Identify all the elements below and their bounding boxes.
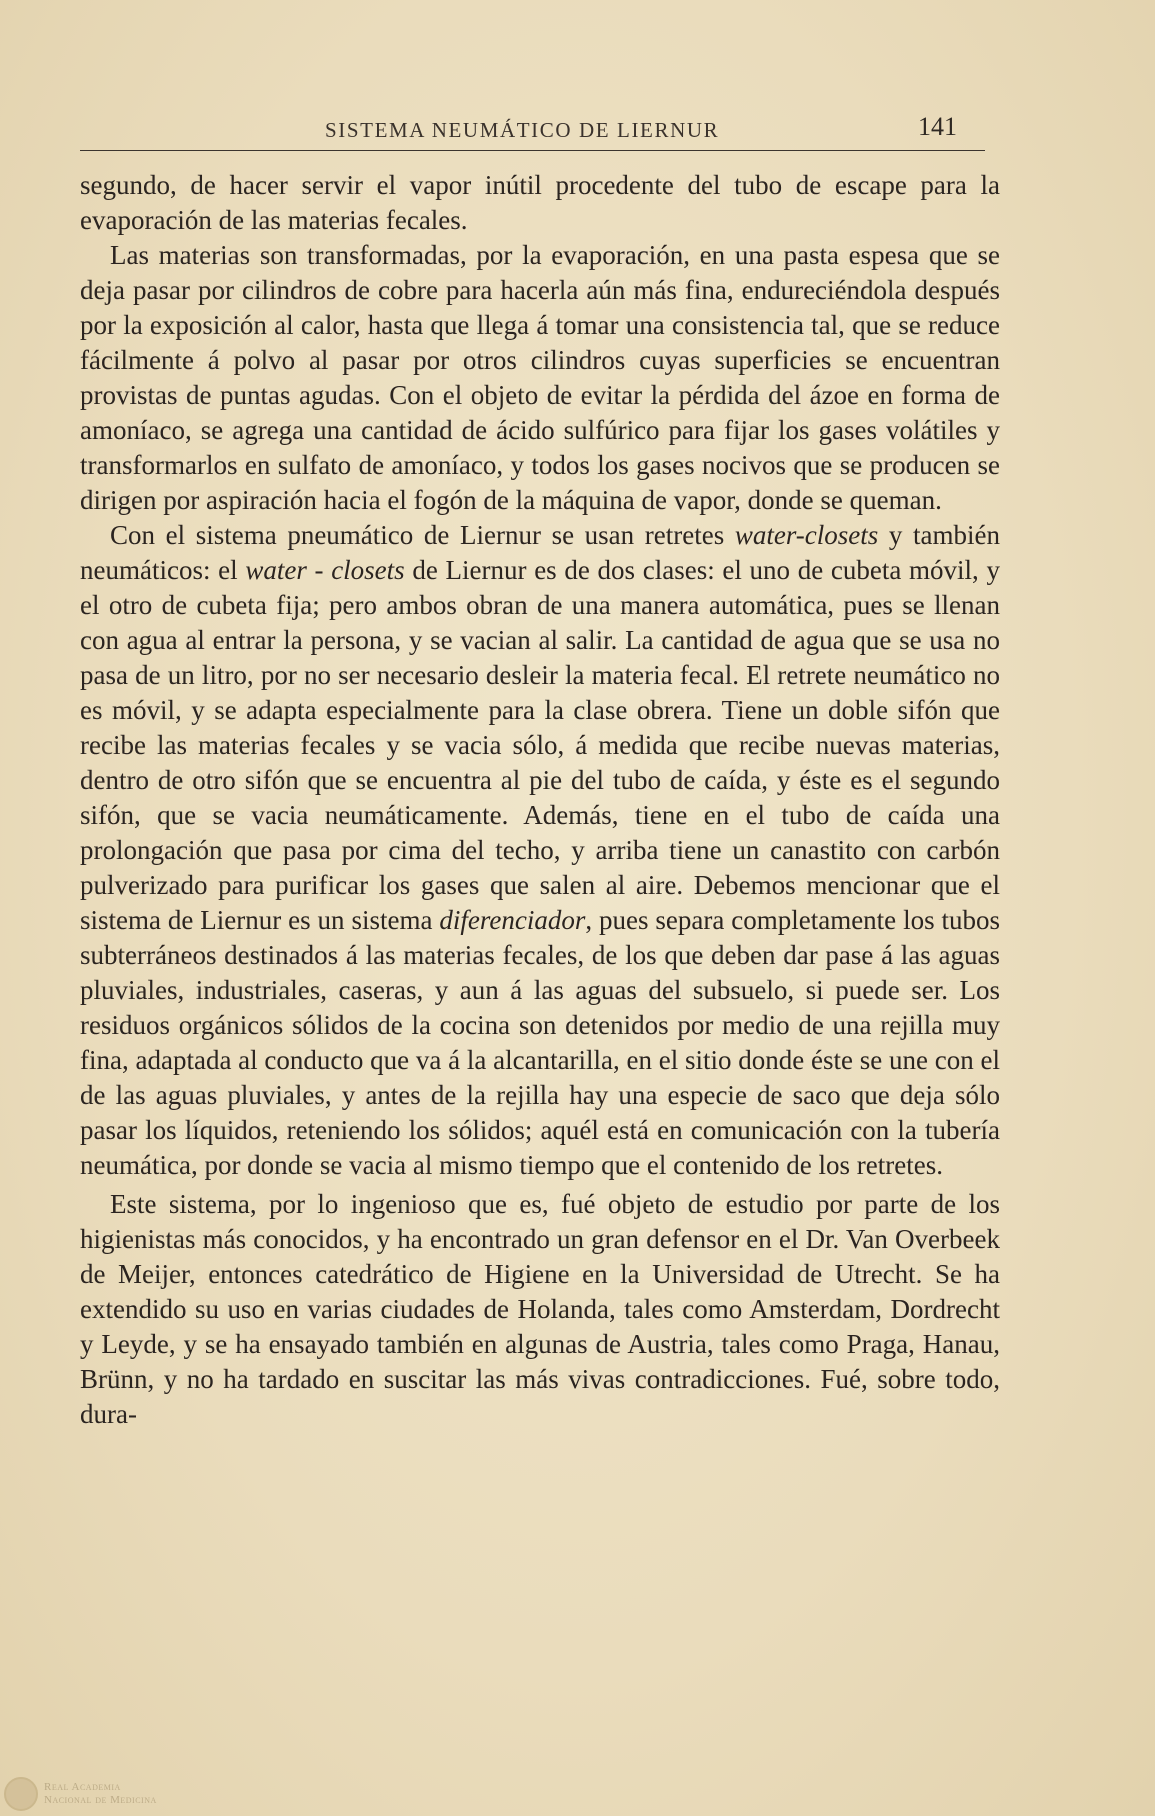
text-run: Este sistema, por lo ingenioso que es, fué objeto de estudio por parte de los higienistas más conocidos, y ha encontrado un gran defensor en el Dr. Van Overbeek de Meijer, entonces catedrático de Higiene en la Universidad de Utrecht. Se ha extendido su uso en varias ciudades de Holanda, tales como Amsterdam, Dordrecht y Leyde, y se ha ensayado también en algunas de Austria, tales como Praga, Hanau, Brünn, y no ha tardado en suscitar las más vivas contradicciones. Fué, sobre todo, dura- [80,1189,1000,1429]
page-number: 141 [918,112,957,141]
watermark-line: Real Academia [44,1781,121,1793]
watermark-line: Nacional de Medicina [44,1794,157,1806]
header-rule [80,150,985,151]
italic-term: water - closets [245,555,405,585]
seal-icon [4,1777,38,1811]
library-watermark [4,1774,157,1814]
body-text [80,168,1000,1432]
text-run: segundo, de hacer servir el vapor inútil procedente del tubo de escape para la evaporación de las materias fecales. [80,170,1000,235]
paragraph [80,168,1000,238]
paragraph [80,238,1000,518]
text-run: Las materias son transformadas, por la evaporación, en una pasta espesa que se deja pasar por cilindros de cobre para hacerla aún más fina, endureciéndola después por la exposición al calor, hasta que llega á tomar una consistencia tal, que se reduce fácilmente á polvo al pasar por otros cilindros cuyas superficies se encuentran provistas de puntas agudas. Con el objeto de evitar la pérdida del ázoe en forma de amoníaco, se agrega una cantidad de ácido sulfúrico para fijar los gases volátiles y transformarlos en sulfato de amoníaco, y todos los gases nocivos que se producen se dirigen por aspiración hacia el fogón de la máquina de vapor, donde se queman. [80,240,1000,515]
text-run: de Liernur es de dos clases: el uno de cubeta móvil, y el otro de cubeta fija; pero ambos obran de una manera automática, pues se llenan con agua al entrar la persona, y se vacian al salir. La cantidad de agua que se usa no pasa de un litro, por no ser necesario desleir la materia fecal. El retrete neumático no es móvil, y se adapta especialmente para la clase obrera. Tiene un doble sifón que recibe las materias fecales y se vacia sólo, á medida que recibe nuevas materias, dentro de otro sifón que se encuentra al pie del tubo de caída, y éste es el segundo sifón, que se vacia neumáticamente. Además, tiene en el tubo de caída una prolongación que pasa por cima del techo, y arriba tiene un canastito con carbón pulverizado para purificar los gases que salen al aire. Debemos mencionar que el sistema de Liernur es un sistema [80,555,1000,935]
italic-term: water-closets [734,520,879,550]
running-title: SISTEMA NEUMÁTICO DE LIERNUR [325,118,720,142]
paragraph [80,1187,1000,1432]
text-run: Con el sistema pneumático de Liernur se usan retretes [110,520,735,550]
text-run: y también neumáticos: el [80,520,1000,585]
watermark-text [44,1781,157,1807]
text-run: , pues separa completamente los tubos subterráneos destinados á las materias fecales, de los que deben dar pase á las aguas pluviales, industriales, caseras, y aun á las aguas del subsuelo, si puede ser. Los residuos orgánicos sólidos de la cocina son detenidos por medio de una rejilla muy fina, adaptada al conducto que va á la alcantarilla, en el sitio donde éste se une con el de las aguas pluviales, y antes de la rejilla hay una especie de saco que deja sólo pasar los líquidos, reteniendo los sólidos; aquél está en comunicación con la tubería neumática, por donde se vacia al mismo tiempo que el contenido de los retretes. [80,905,1000,1180]
italic-term: diferenciador [439,905,586,935]
paragraph [80,518,1000,1183]
running-head [80,112,985,148]
